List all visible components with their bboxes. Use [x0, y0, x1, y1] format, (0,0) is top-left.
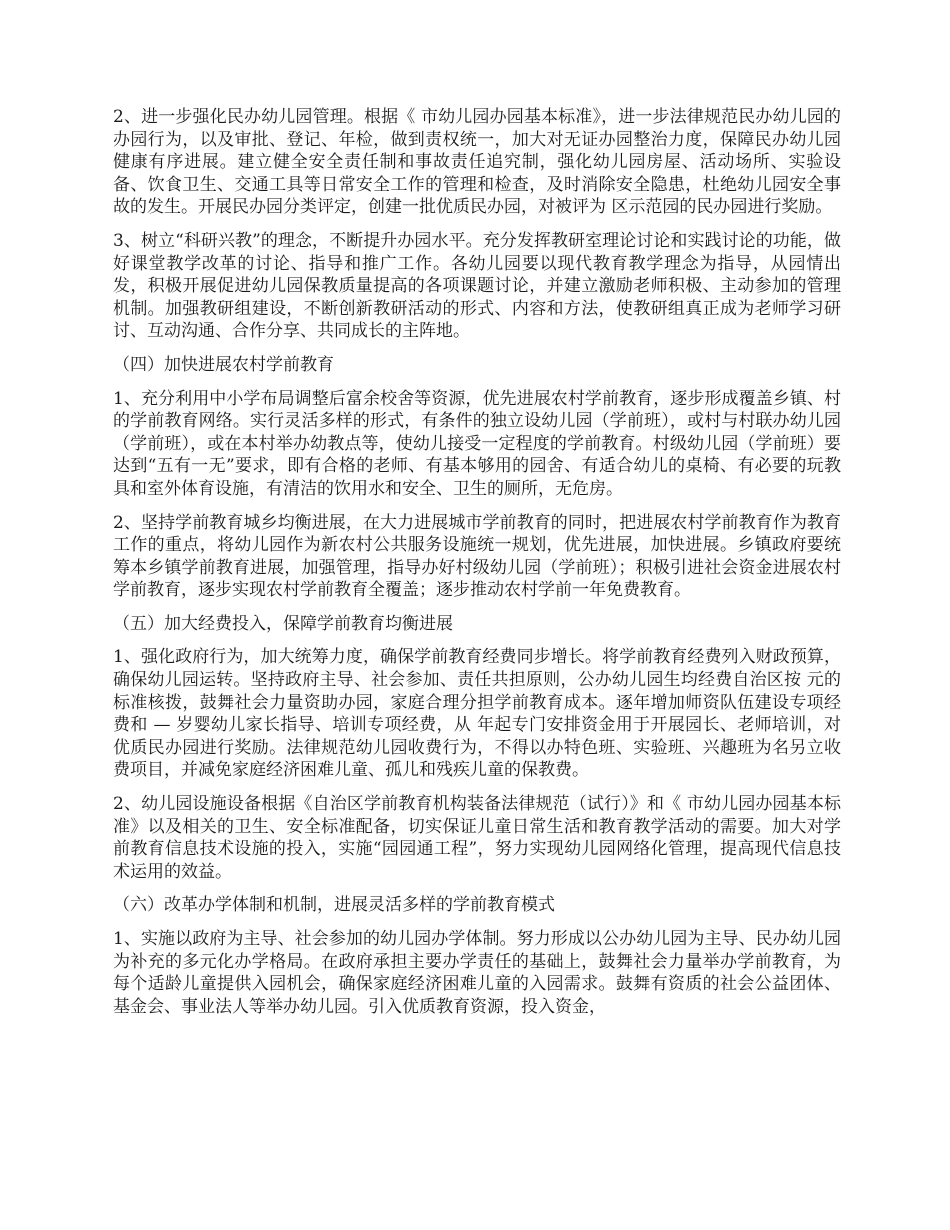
paragraph-government-led-system: 1、实施以政府为主导、社会参加的幼儿园办学体制。努力形成以公办幼儿园为主导、民办幼儿园为补充的多元化办学格局。在政府承担主要办学责任的基础上，鼓舞社会力量举办学前教育，为每个适龄儿童提供入园机会，确保家庭经济困难儿童的入园需求。鼓舞有资质的社会公益团体、基金会、事业法人等举办幼儿园。引入优质教育资源，投入资金， [113, 929, 841, 1017]
document-page [113, 106, 841, 1029]
section-heading-funding: （五）加大经费投入，保障学前教育均衡进展 [113, 613, 453, 634]
paragraph-facilities-equipment: 2、幼儿园设施设备根据《自治区学前教育机构装备法律规范（试行）》和《 市幼儿园办园基本标准》以及相关的卫生、安全标准配备，切实保证儿童日常生活和教育教学活动的需要。加大对学前教育信息技术设施的投入，实施“园园通工程”，努力实现幼儿园网络化管理，提高现代信息技术运用的效益。 [113, 794, 841, 882]
section-heading-system-reform: （六）改革办学体制和机制，进展灵活多样的学前教育模式 [113, 895, 555, 916]
paragraph-private-kindergarten-management: 2、进一步强化民办幼儿园管理。根据《 市幼儿园办园基本标准》，进一步法律规范民办幼儿园的办园行为，以及审批、登记、年检，做到责权统一，加大对无证办园整治力度，保障民办幼儿园健康有序进展。建立健全安全责任制和事故责任追究制，强化幼儿园房屋、活动场所、实验设备、饮食卫生、交通工具等日常安全工作的管理和检查，及时消除安全隐患，杜绝幼儿园安全事故的发生。开展民办园分类评定，创建一批优质民办园，对被评为 区示范园的民办园进行奖励。 [113, 107, 841, 218]
paragraph-research-philosophy: 3、树立“科研兴教”的理念，不断提升办园水平。充分发挥教研室理论讨论和实践讨论的功能，做好课堂教学改革的讨论、指导和推广工作。各幼儿园要以现代教育教学理念为指导，从园情出发，积极开展促进幼儿园保教质量提高的各项课题讨论，并建立激励老师积极、主动参加的管理机制。加强教研组建设，不断创新教研活动的形式、内容和方法，使教研组真正成为老师学习研讨、互动沟通、合作分享、共同成长的主阵地。 [113, 230, 841, 342]
paragraph-urban-rural-balance: 2、坚持学前教育城乡均衡进展，在大力进展城市学前教育的同时，把进展农村学前教育作为教育工作的重点，将幼儿园作为新农村公共服务设施统一规划，优先进展，加快进展。乡镇政府要统筹本乡镇学前教育进展，加强管理，指导办好村级幼儿园（学前班）；积极引进社会资金进展农村学前教育，逐步实现农村学前教育全覆盖；逐步推动农村学前一年免费教育。 [113, 512, 841, 601]
section-heading-rural-preschool: （四）加快进展农村学前教育 [113, 354, 334, 375]
paragraph-government-funding: 1、强化政府行为，加大统筹力度，确保学前教育经费同步增长。将学前教育经费列入财政预算，确保幼儿园运转。坚持政府主导、社会参加、责任共担原则，公办幼儿园生均经费自治区按 元的标准核拨，鼓舞社会力量资助办园，家庭合理分担学前教育成本。逐年增加师资队伍建设专项经费和 — 岁婴幼儿家长指导、培训专项经费，从 年起专门安排资金用于开展园长、老师培训，对优质民办园进行奖励。法律规范幼儿园收费行为，不得以办特色班、实验班、兴趣班为名另立收费项目，并减免家庭经济困难儿童、孤儿和残疾儿童的保教费。 [113, 647, 841, 781]
paragraph-rural-resources: 1、充分利用中小学布局调整后富余校舍等资源，优先进展农村学前教育，逐步形成覆盖乡镇、村的学前教育网络。实行灵活多样的形式，有条件的独立设幼儿园（学前班），或村与村联办幼儿园（学前班），或在本村举办幼教点等，使幼儿接受一定程度的学前教育。村级幼儿园（学前班）要达到“五有一无”要求，即有合格的老师、有基本够用的园舍、有适合幼儿的桌椅、有必要的玩教具和室外体育设施，有清洁的饮用水和安全、卫生的厕所，无危房。 [113, 388, 841, 499]
